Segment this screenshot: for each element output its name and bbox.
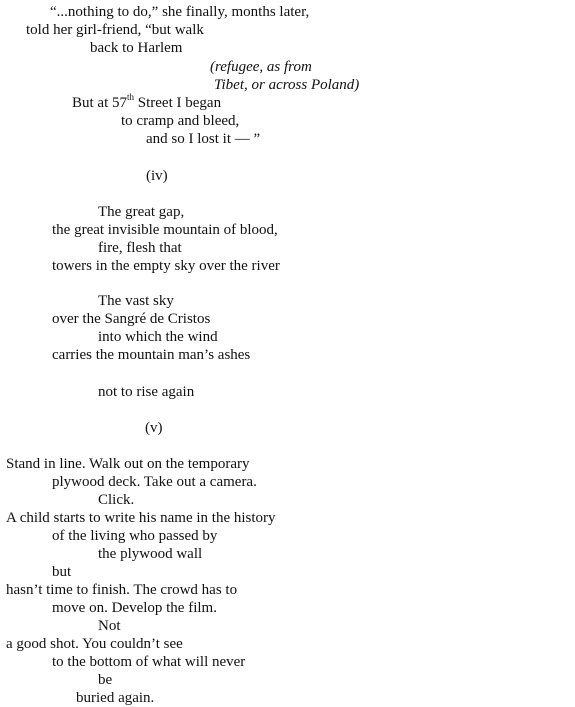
poem-line: A child starts to write his name in the history (6, 510, 276, 526)
poem-line: “...nothing to do,” she finally, months later, (50, 4, 310, 20)
poem-line: the great invisible mountain of blood, (52, 222, 278, 238)
poem-line: told her girl-friend, “but walk (26, 22, 204, 38)
poem-line: be (98, 672, 113, 688)
poem-line: to cramp and bleed, (121, 113, 240, 129)
poem-line-57th (72, 94, 221, 112)
poem-line: move on. Develop the film. (52, 600, 217, 616)
poem-line-text: But at 57 (72, 95, 127, 111)
poem-line: to the bottom of what will never (52, 654, 246, 670)
poem-line: a good shot. You couldn’t see (6, 636, 183, 652)
poem-line: but (52, 564, 72, 580)
poem-line: The vast sky (98, 293, 174, 309)
poem-line: buried again. (76, 690, 155, 706)
poem-line: (refugee, as from (210, 59, 312, 75)
poem-line: the plywood wall (98, 546, 203, 562)
poem-line: and so I lost it — ” (146, 131, 261, 147)
poem-line: Not (98, 618, 121, 634)
poem-line: hasn’t time to finish. The crowd has to (6, 582, 238, 598)
superscript: th (127, 92, 135, 102)
poem-line: Click. (98, 492, 135, 508)
poem-line: of the living who passed by (52, 528, 218, 544)
poem-line: Stand in line. Walk out on the temporary (6, 456, 250, 472)
poem-line: plywood deck. Take out a camera. (52, 474, 257, 490)
poem-line: into which the wind (98, 329, 218, 345)
poem-line: Tibet, or across Poland) (214, 77, 360, 93)
poem-line: back to Harlem (90, 40, 183, 56)
poem-line-text: Street I began (134, 95, 222, 111)
poem-line: over the Sangré de Cristos (52, 311, 211, 327)
poem-line: not to rise again (98, 384, 195, 400)
poem-line: towers in the empty sky over the river (52, 258, 280, 274)
poem-line: fire, flesh that (98, 240, 182, 256)
poem-line: carries the mountain man’s ashes (52, 347, 251, 363)
section-heading: (v) (145, 420, 163, 436)
poem-line: The great gap, (98, 204, 185, 220)
section-heading: (iv) (146, 168, 168, 184)
